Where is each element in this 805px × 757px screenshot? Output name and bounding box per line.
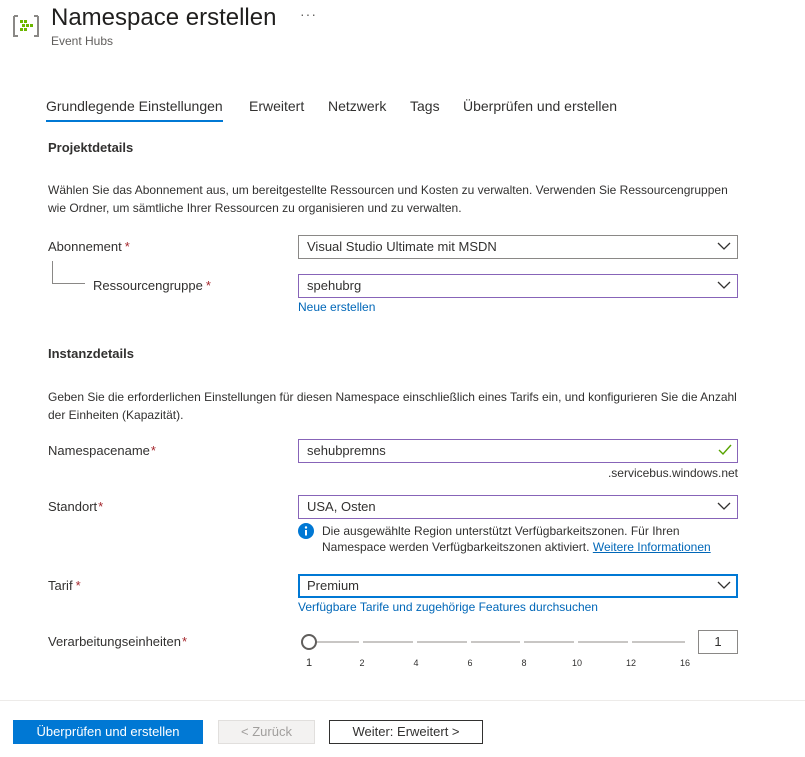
slider-tick-gap	[520, 641, 524, 643]
project-details-heading: Projektdetails	[48, 140, 134, 155]
footer-divider	[0, 700, 805, 701]
pricing-tier-label: Tarif *	[48, 578, 81, 593]
namespace-name-value: sehubpremns	[307, 443, 386, 458]
hierarchy-connector	[52, 261, 85, 284]
instance-details-heading: Instanzdetails	[48, 346, 134, 361]
chevron-down-icon	[717, 241, 731, 251]
processing-units-slider-thumb[interactable]	[301, 634, 317, 650]
slider-tick-gap	[467, 641, 471, 643]
processing-units-input[interactable]: 1	[698, 630, 738, 654]
slider-tick-label: 2	[359, 658, 365, 668]
back-button[interactable]: < Zurück	[218, 720, 315, 744]
slider-tick-label: 4	[413, 658, 419, 668]
slider-tick-gap	[359, 641, 363, 643]
pricing-tier-value: Premium	[307, 578, 360, 593]
tab-advanced[interactable]: Erweitert	[249, 98, 305, 114]
review-create-button[interactable]: Überprüfen und erstellen	[13, 720, 203, 744]
chevron-down-icon	[717, 501, 731, 511]
learn-more-link[interactable]: Weitere Informationen	[592, 540, 711, 554]
info-icon	[298, 523, 314, 539]
page-subtitle: Event Hubs	[51, 34, 114, 48]
slider-tick-gap	[628, 641, 632, 643]
checkmark-icon	[718, 444, 732, 456]
subscription-value: Visual Studio Ultimate mit MSDN	[307, 239, 497, 254]
slider-tick-gap	[413, 641, 417, 643]
slider-tick-label: 6	[467, 658, 473, 668]
subscription-dropdown[interactable]	[298, 235, 738, 259]
namespace-suffix: .servicebus.windows.net	[607, 466, 738, 480]
namespace-name-label: Namespacename*	[48, 443, 156, 458]
instance-details-description: Geben Sie die erforderlichen Einstellungen für diesen Namespace einschließlich eines Tarifs ein, und konfigurieren Sie die Anzahl der Einheiten (Kapazität).	[48, 390, 737, 422]
slider-tick-label: 16	[679, 658, 690, 668]
browse-pricing-tiers-link[interactable]: Verfügbare Tarife und zugehörige Features durchsuchen	[298, 600, 598, 614]
namespace-name-input[interactable]	[298, 439, 738, 463]
pricing-tier-dropdown[interactable]	[298, 574, 738, 598]
slider-tick-label: 10	[571, 658, 582, 668]
chevron-down-icon	[717, 580, 731, 590]
next-advanced-button[interactable]: Weiter: Erweitert >	[329, 720, 483, 744]
resource-group-dropdown[interactable]	[298, 274, 738, 298]
location-value: USA, Osten	[307, 499, 376, 514]
slider-tick-label: 8	[521, 658, 527, 668]
chevron-down-icon	[717, 280, 731, 290]
availability-zones-info: Die ausgewählte Region unterstützt Verfügbarkeitszonen. Für Ihren Namespace werden Verfügbarkeitszonen aktiviert. Weitere Informationen	[322, 524, 711, 554]
slider-tick-gap	[574, 641, 578, 643]
slider-tick-label: 1	[305, 657, 313, 669]
resource-group-label: Ressourcengruppe *	[93, 278, 211, 293]
subscription-label: Abonnement *	[48, 239, 130, 254]
location-dropdown[interactable]	[298, 495, 738, 519]
tab-networking[interactable]: Netzwerk	[328, 98, 387, 114]
create-new-resource-group-link[interactable]: Neue erstellen	[298, 300, 376, 314]
location-label: Standort*	[48, 499, 104, 514]
processing-units-label: Verarbeitungseinheiten*	[48, 634, 188, 649]
tab-tags[interactable]: Tags	[410, 98, 440, 114]
page-title: Namespace erstellen	[51, 4, 277, 31]
slider-tick-label: 12	[625, 658, 636, 668]
event-hubs-icon	[12, 12, 40, 40]
more-options-button[interactable]: ···	[300, 6, 317, 22]
resource-group-value: spehubrg	[307, 278, 362, 293]
tab-review-create[interactable]: Überprüfen und erstellen	[463, 98, 618, 114]
tab-basics[interactable]: Grundlegende Einstellungen	[46, 98, 223, 114]
project-details-description: Wählen Sie das Abonnement aus, um bereitgestellte Ressourcen und Kosten zu verwalten. Verwenden Sie Ressourcengruppen wie Ordner, um sämtliche Ihrer Ressourcen zu organisieren und zu verwalten.	[48, 183, 728, 215]
